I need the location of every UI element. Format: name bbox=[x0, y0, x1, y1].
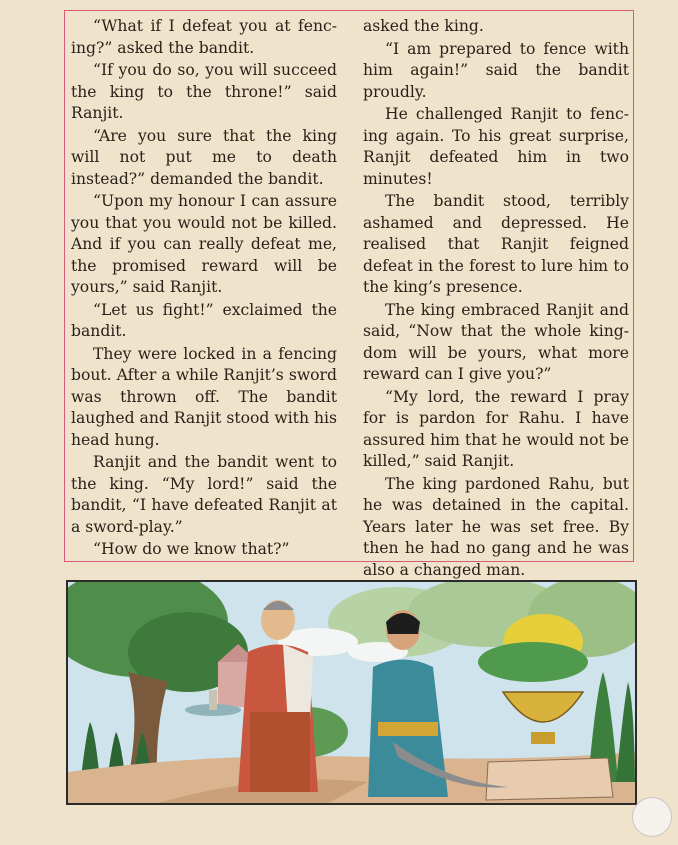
story-paragraph: He challenged Ranjit to fenc-ing again. To his great surprise, Ranjit defeated him in two minutes! bbox=[363, 105, 629, 188]
watermark-logo bbox=[632, 797, 672, 837]
story-paragraph: “My lord, the reward I pray for is pardon for Rahu. I have assured him that he would not be killed,” said Ranjit. bbox=[363, 387, 629, 470]
story-paragraph: Ranjit and the bandit went to the king. “My lord!” said the bandit, “I have defeated Ranjit at a sword-play.” bbox=[71, 453, 337, 536]
story-paragraph: asked the king. bbox=[363, 17, 484, 35]
story-text-frame bbox=[64, 10, 634, 579]
story-paragraph: “Are you sure that the king will not put me to death instead?” demanded the bandit. bbox=[71, 126, 337, 188]
garden-scene bbox=[68, 582, 635, 803]
story-paragraph: “Upon my honour I can assure you that you would not be killed. And if you can really defeat me, the promised reward will be yours,” said Ranjit. bbox=[71, 192, 337, 296]
story-paragraph: “Let us fight!” exclaimed the bandit. bbox=[71, 300, 337, 340]
story-paragraph: “I am prepared to fence with him again!” said the bandit proudly. bbox=[363, 39, 629, 101]
story-column-left bbox=[71, 16, 337, 562]
story-paragraph: “What if I defeat you at fenc-ing?” asked the bandit. bbox=[71, 17, 337, 57]
story-illustration bbox=[66, 580, 637, 805]
story-paragraph: The king embraced Ranjit and said, “Now that the whole king-dom will be yours, what more reward can I give you?” bbox=[363, 300, 629, 383]
story-paragraph: “How do we know that?” bbox=[93, 540, 290, 558]
story-paragraph: “If you do so, you will succeed the king to the throne!” said Ranjit. bbox=[71, 61, 337, 122]
story-column-right bbox=[363, 16, 629, 582]
story-paragraph: The bandit stood, terribly ashamed and depressed. He realised that Ranjit feigned defeat in the forest to lure him to the king’s presence. bbox=[363, 192, 629, 296]
story-paragraph: They were locked in a fencing bout. After a while Ranjit’s sword was thrown off. The bandit laughed and Ranjit stood with his head hung. bbox=[71, 344, 337, 449]
story-paragraph: The king pardoned Rahu, but he was detained in the capital. Years later he was set free. By then he had no gang and he was also a changed man. bbox=[363, 474, 629, 579]
